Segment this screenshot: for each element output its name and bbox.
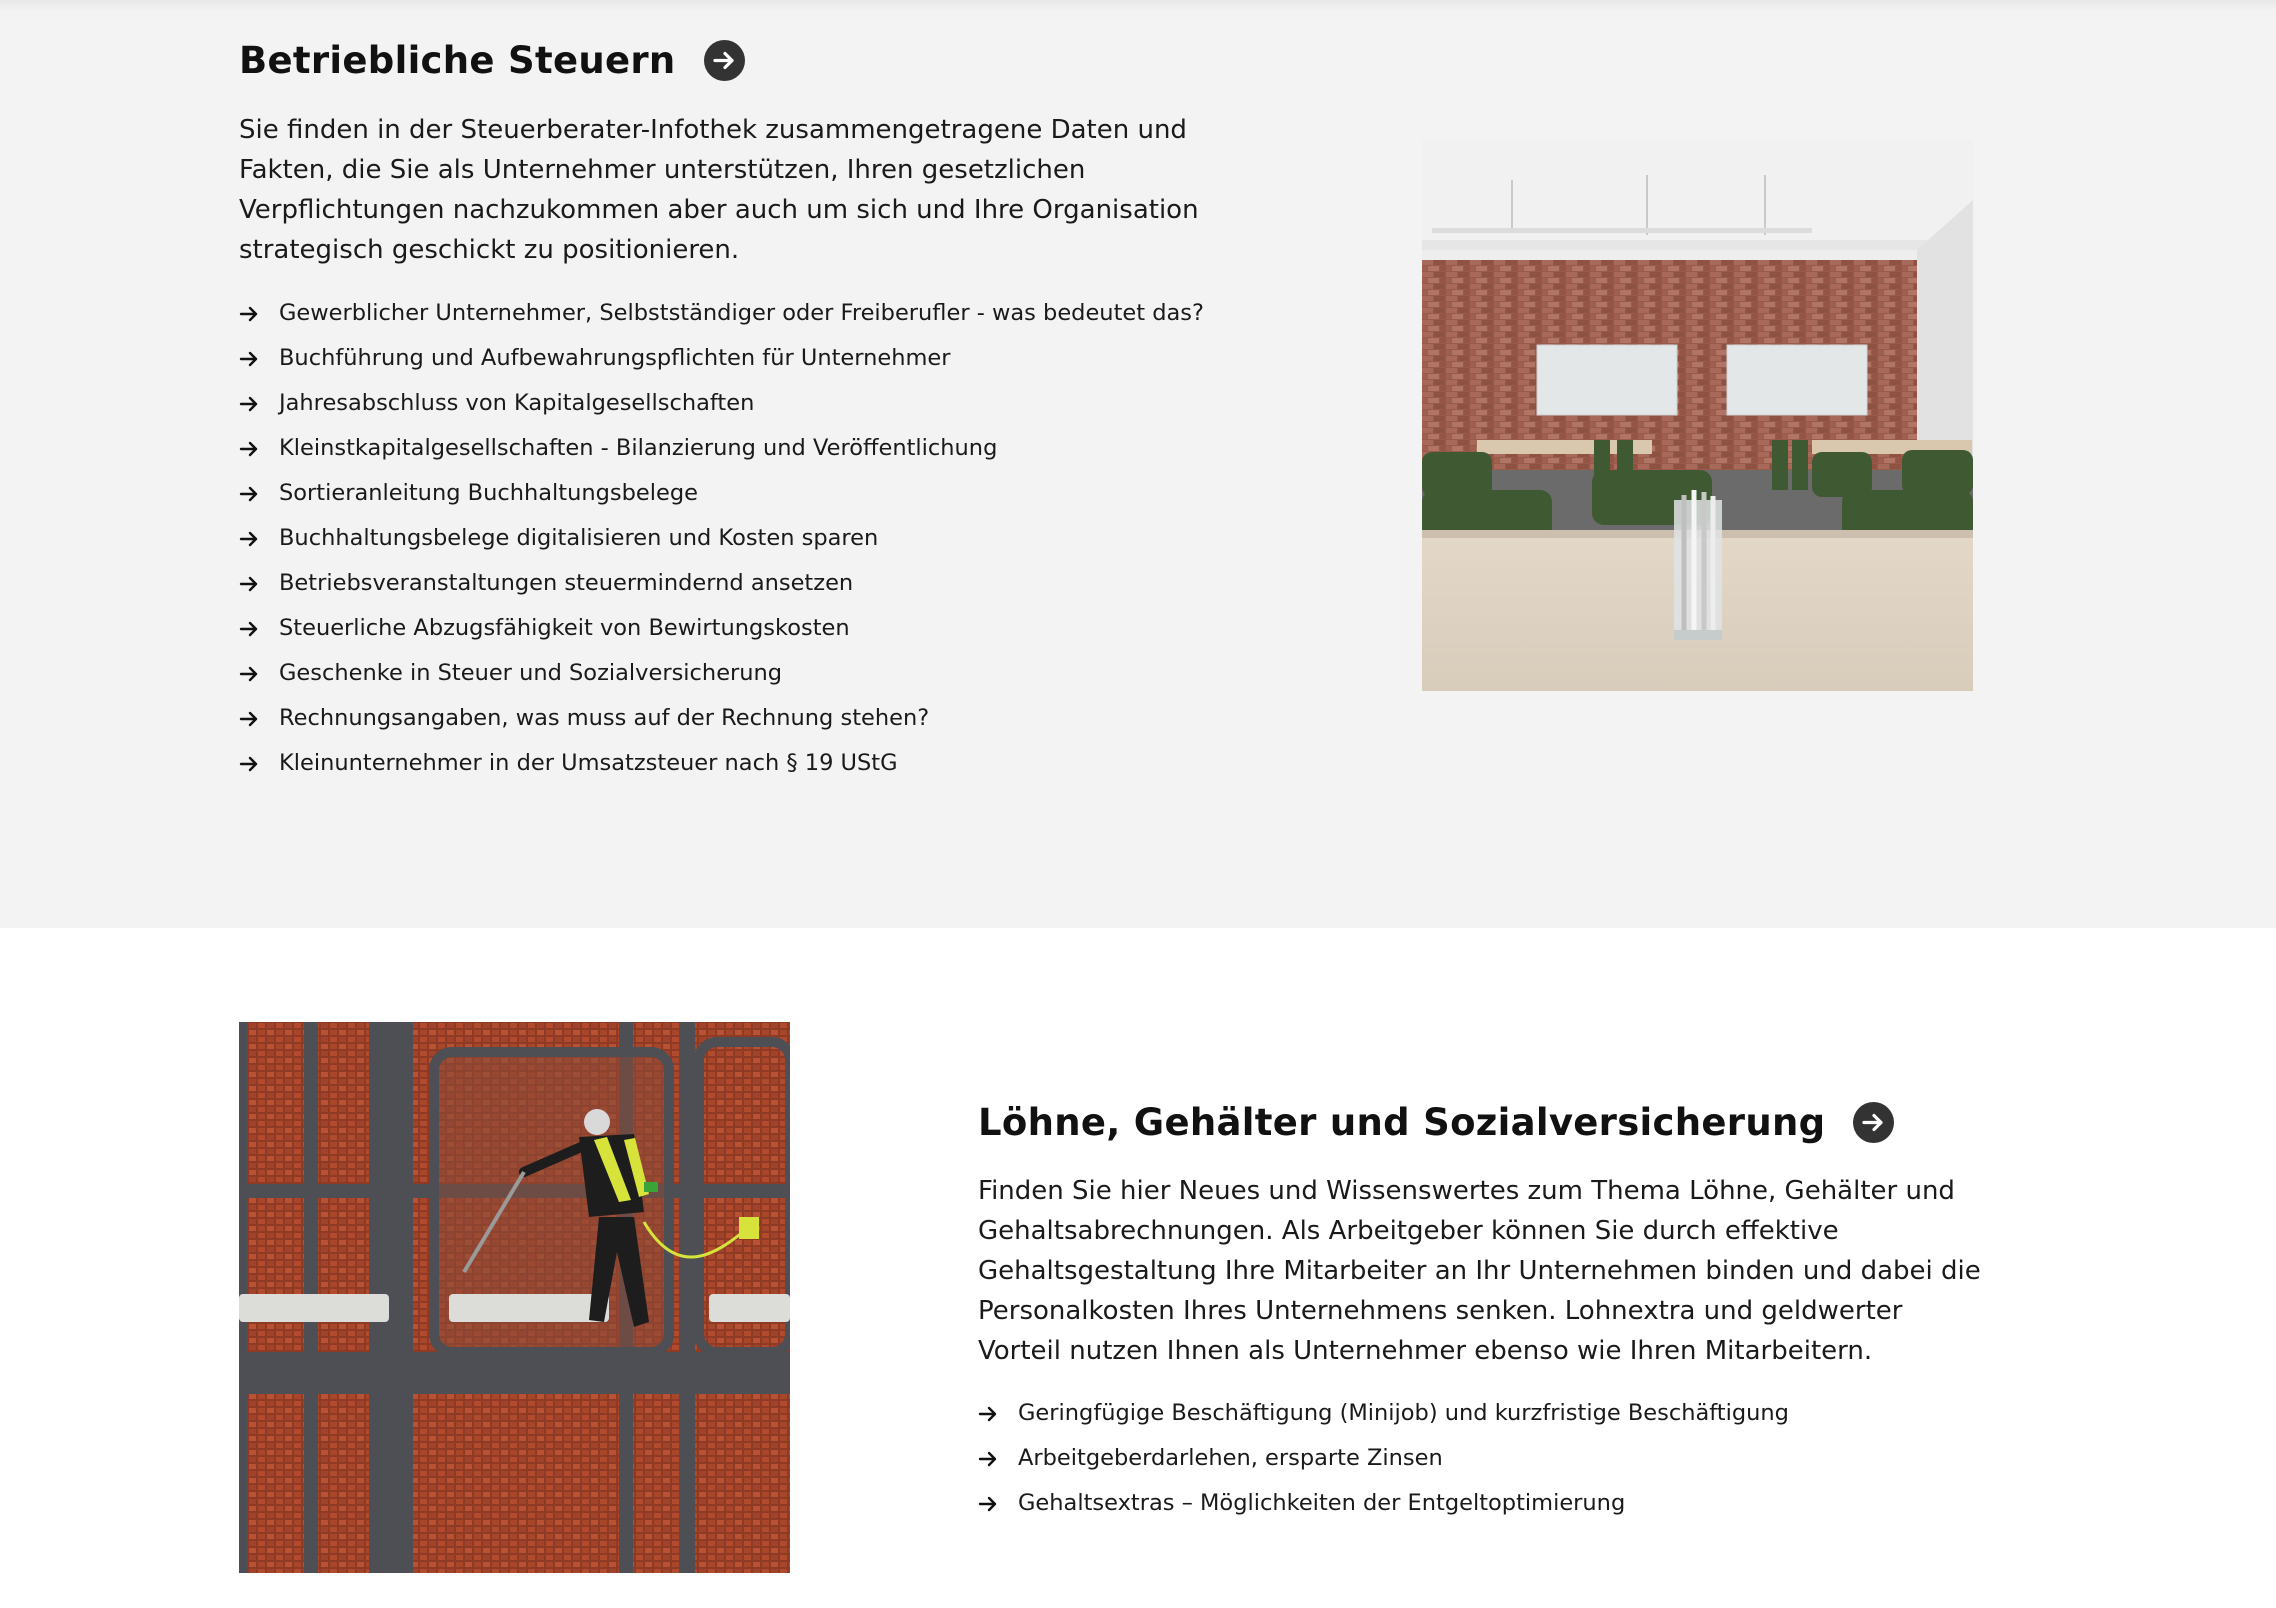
arrow-right-icon bbox=[978, 1449, 998, 1469]
link-list-item[interactable] bbox=[239, 746, 1219, 781]
arrow-right-icon bbox=[239, 754, 259, 774]
link-text[interactable]: Arbeitgeberdarlehen, ersparte Zinsen bbox=[1018, 1445, 1443, 1471]
section-2-link-list bbox=[978, 1396, 1988, 1531]
link-text[interactable]: Kleinunternehmer in der Umsatzsteuer nach § 19 UStG bbox=[279, 750, 898, 776]
arrow-right-icon bbox=[239, 349, 259, 369]
arrow-right-icon bbox=[978, 1494, 998, 1514]
meeting-room-photo bbox=[1422, 140, 1973, 691]
link-text[interactable]: Betriebsveranstaltungen steuermindernd ansetzen bbox=[279, 570, 854, 596]
link-list-item[interactable] bbox=[239, 386, 1219, 421]
arrow-right-icon bbox=[239, 709, 259, 729]
section-1-heading-text[interactable]: Betriebliche Steuern bbox=[239, 38, 676, 82]
arrow-right-circle-icon[interactable] bbox=[1853, 1102, 1894, 1143]
link-text[interactable]: Jahresabschluss von Kapitalgesellschaften bbox=[279, 390, 755, 416]
window-cleaner-photo bbox=[239, 1022, 790, 1573]
section-2-heading[interactable] bbox=[978, 1094, 1894, 1150]
link-list-item[interactable] bbox=[239, 611, 1219, 646]
link-text[interactable]: Geschenke in Steuer und Sozialversicherung bbox=[279, 660, 783, 686]
section-2-heading-text[interactable]: Löhne, Gehälter und Sozialversicherung bbox=[978, 1100, 1826, 1144]
link-list-item[interactable] bbox=[978, 1396, 1988, 1431]
link-text[interactable]: Buchhaltungsbelege digitalisieren und Kosten sparen bbox=[279, 525, 879, 551]
arrow-right-icon bbox=[978, 1404, 998, 1424]
link-list-item[interactable] bbox=[978, 1441, 1988, 1476]
arrow-right-icon bbox=[239, 529, 259, 549]
arrow-right-icon bbox=[239, 619, 259, 639]
section-1-intro: Sie finden in der Steuerberater-Infothek zusammengetragene Daten und Fakten, die Sie als Unternehmer unterstützen, Ihren gesetzlichen Verpflichtungen nachzukommen aber auch um sich und Ihre Organisation strategisch geschickt zu positionieren. bbox=[239, 115, 1199, 265]
link-list-item[interactable] bbox=[239, 701, 1219, 736]
arrow-right-icon bbox=[239, 304, 259, 324]
arrow-right-icon bbox=[239, 664, 259, 684]
link-list-item[interactable] bbox=[239, 566, 1219, 601]
link-list-item[interactable] bbox=[239, 656, 1219, 691]
link-text[interactable]: Sortieranleitung Buchhaltungsbelege bbox=[279, 480, 698, 506]
arrow-right-icon bbox=[239, 574, 259, 594]
section-2-intro: Finden Sie hier Neues und Wissenswertes zum Thema Löhne, Gehälter und Gehaltsabrechnungen. Als Arbeitgeber können Sie durch effektive Gehaltsgestaltung Ihre Mitarbeiter an Ihr Unternehmen binden und dabei die Personalkosten Ihres Unternehmens senken. Lohnextra und geldwerter Vorteil nutzen Ihnen als Unternehmer ebenso wie Ihren Mitarbeitern. bbox=[978, 1176, 1981, 1366]
link-list-item[interactable] bbox=[239, 521, 1219, 556]
arrow-right-icon bbox=[239, 394, 259, 414]
arrow-right-icon bbox=[239, 439, 259, 459]
link-list-item[interactable] bbox=[239, 476, 1219, 511]
arrow-right-circle-icon[interactable] bbox=[704, 40, 745, 81]
link-list-item[interactable] bbox=[978, 1486, 1988, 1521]
link-text[interactable]: Gewerblicher Unternehmer, Selbstständiger oder Freiberufler - was bedeutet das? bbox=[279, 300, 1204, 326]
section-1-link-list bbox=[239, 296, 1219, 791]
link-text[interactable]: Rechnungsangaben, was muss auf der Rechnung stehen? bbox=[279, 705, 930, 731]
arrow-right-icon bbox=[239, 484, 259, 504]
section-1-heading[interactable] bbox=[239, 32, 745, 88]
link-list-item[interactable] bbox=[239, 296, 1219, 331]
link-text[interactable]: Steuerliche Abzugsfähigkeit von Bewirtungskosten bbox=[279, 615, 850, 641]
link-text[interactable]: Gehaltsextras – Möglichkeiten der Entgeltoptimierung bbox=[1018, 1490, 1626, 1516]
link-text[interactable]: Kleinstkapitalgesellschaften - Bilanzierung und Veröffentlichung bbox=[279, 435, 998, 461]
link-list-item[interactable] bbox=[239, 341, 1219, 376]
link-text[interactable]: Buchführung und Aufbewahrungspflichten für Unternehmer bbox=[279, 345, 951, 371]
link-list-item[interactable] bbox=[239, 431, 1219, 466]
link-text[interactable]: Geringfügige Beschäftigung (Minijob) und kurzfristige Beschäftigung bbox=[1018, 1400, 1789, 1426]
